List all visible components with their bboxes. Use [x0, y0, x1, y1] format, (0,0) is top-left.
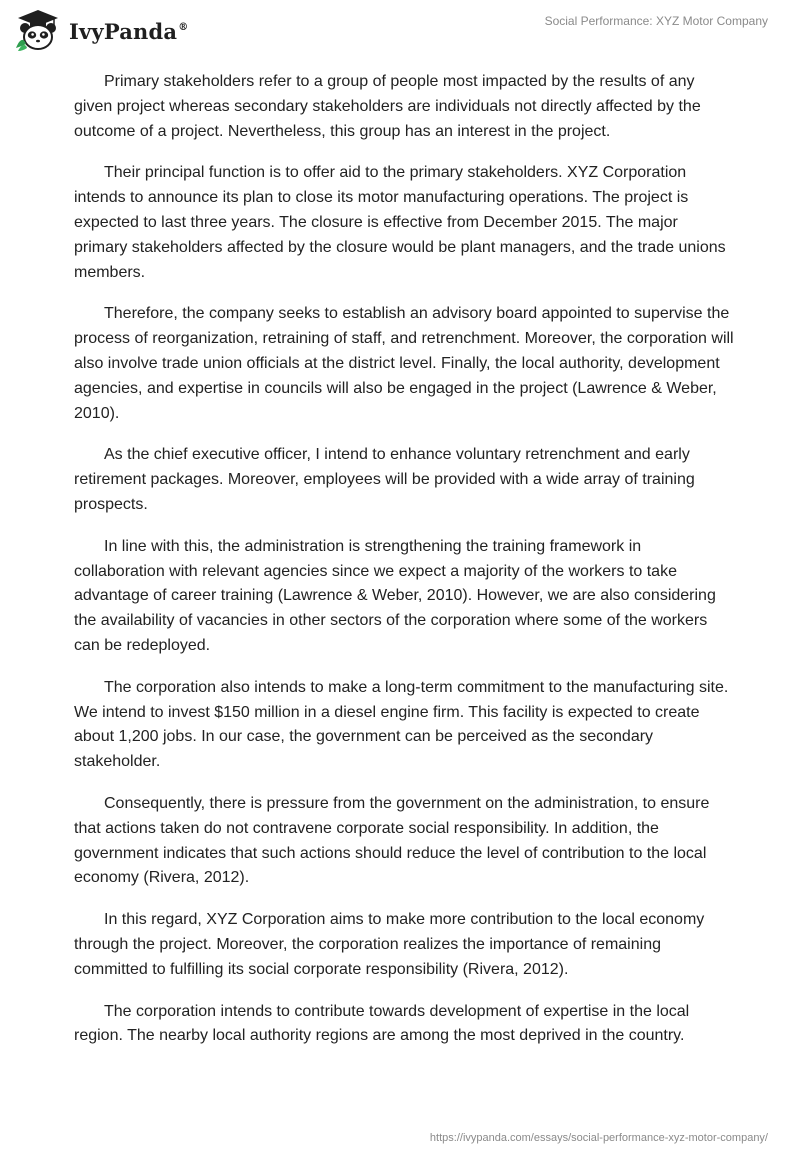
page-header	[0, 0, 800, 64]
brand-name: IvyPanda®	[69, 18, 189, 44]
document-title: Social Performance: XYZ Motor Company	[544, 14, 768, 28]
paragraph-2: Their principal function is to offer aid to the primary stakeholders. XYZ Corporation intends to announce its plan to close its motor manufacturing operations. The project is expected to last three years. The closure is effective from December 2015. The major primary stakeholders affected by the closure would be plant managers, and the trade unions members.	[74, 164, 726, 281]
paragraph-8: In this regard, XYZ Corporation aims to make more contribution to the local economy through the project. Moreover, the corporation realizes the importance of remaining committed to fulfilling its social corporate responsibility (Rivera, 2012).	[74, 911, 705, 978]
paragraph-4: As the chief executive officer, I intend to enhance voluntary retrenchment and early retirement packages. Moreover, employees will be provided with a wide array of training prospects.	[74, 446, 695, 513]
paragraph-7: Consequently, there is pressure from the government on the administration, to ensure that actions taken do not contravene corporate social responsibility. In addition, the government indicates that such actions should reduce the level of contribution to the local economy (Rivera, 2012).	[74, 794, 710, 887]
source-url[interactable]: https://ivypanda.com/essays/social-performance-xyz-motor-company/	[429, 1132, 768, 1144]
ivypanda-logo[interactable]	[14, 8, 188, 52]
paragraph-6: The corporation also intends to make a long-term commitment to the manufacturing site. We intend to invest $150 million in a diesel engine firm. This facility is expected to create about 1,200 jobs. In our case, the government can be perceived as the secondary stakeholder.	[74, 678, 729, 771]
paragraph-5: In line with this, the administration is strengthening the training framework in collaboration with relevant agencies since we expect a majority of the workers to take advantage of career training (Lawrence & Weber, 2010). However, we are also considering the availability of vacancies in other sectors of the corporation where some of the workers can be redeployed.	[74, 537, 716, 654]
paragraph-9: The corporation intends to contribute towards development of expertise in the local region. The nearby local authority regions are among the most deprived in the country.	[74, 1002, 690, 1045]
paragraph-1: Primary stakeholders refer to a group of people most impacted by the results of any given project whereas secondary stakeholders are individuals not directly affected by the outcome of a project. Nevertheless, this group has an interest in the project.	[74, 73, 701, 140]
registered-mark: ®	[178, 21, 189, 33]
panda-graduate-icon	[14, 8, 62, 52]
paragraph-3: Therefore, the company seeks to establish an advisory board appointed to supervise the process of reorganization, retraining of staff, and retrenchment. Moreover, the corporation will also involve trade union officials at the district level. Finally, the local authority, development agencies, and expertise in councils will also be engaged in the project (Lawrence & Weber, 2010).	[74, 305, 734, 422]
essay-body	[74, 70, 734, 1066]
